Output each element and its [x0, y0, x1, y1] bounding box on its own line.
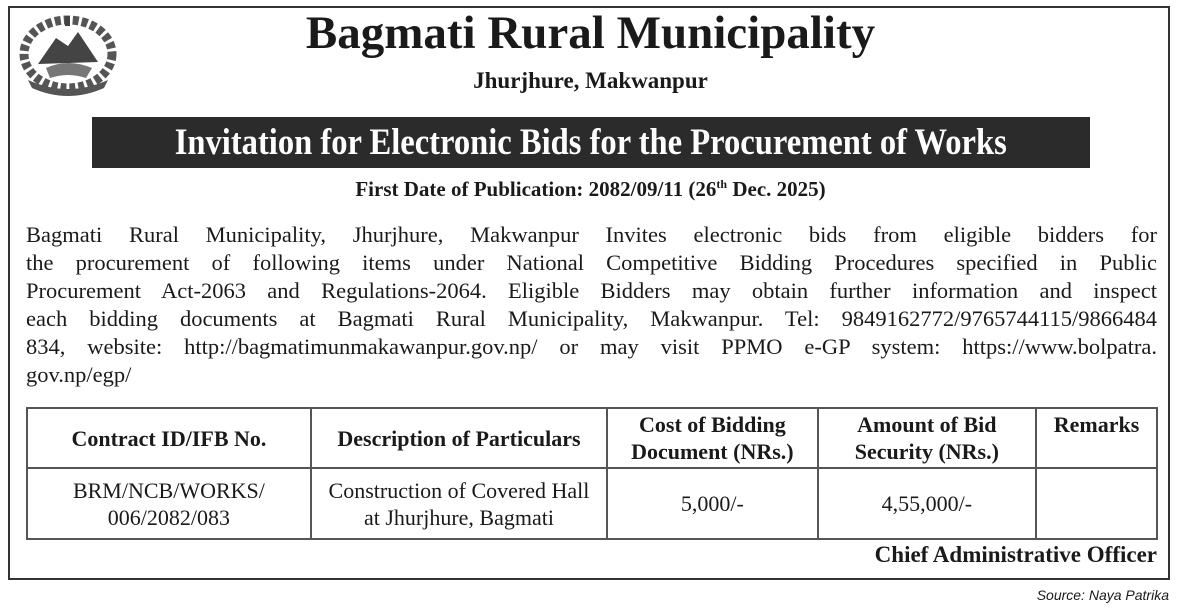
header-contract-id: Contract ID/IFB No.	[27, 408, 311, 468]
notice-banner	[92, 117, 1090, 168]
page-title: Bagmati Rural Municipality	[305, 7, 876, 59]
signature: Chief Administrative Officer	[874, 542, 1157, 567]
body-line: gov.np/egp/	[26, 362, 132, 387]
table-row	[27, 468, 1157, 539]
cell-description: Construction of Covered Hall at Jhurjhure, Bagmati	[311, 468, 607, 539]
publication-date-tail: Dec. 2025)	[727, 177, 826, 201]
table-header-row	[27, 408, 1157, 468]
cell-remarks	[1036, 468, 1157, 539]
cell-cost: 5,000/-	[607, 468, 818, 539]
header-description: Description of Particulars	[311, 408, 607, 468]
banner-text: Invitation for Electronic Bids for the Procurement of Works	[174, 122, 1008, 163]
cell-bid-security: 4,55,000/-	[818, 468, 1036, 539]
header-remarks: Remarks	[1036, 408, 1157, 468]
body-line: Bagmati Rural Municipality, Jhurjhure, Makwanpur Invites electronic bids from eligible bidders for	[26, 222, 1157, 247]
cell-contract-id: BRM/NCB/WORKS/ 006/2082/083	[27, 468, 311, 539]
body-line: each bidding documents at Bagmati Rural Municipality, Makwanpur. Tel: 9849162772/9765744115/9866484	[26, 306, 1157, 331]
body-line: the procurement of following items under National Competitive Bidding Procedures specified in Public	[26, 250, 1157, 275]
source-credit: Source: Naya Patrika	[1036, 587, 1169, 603]
publication-date-label: First Date of Publication: 2082/09/11 (26	[355, 177, 717, 201]
header-cost: Cost of Bidding Document (NRs.)	[607, 408, 818, 468]
subtitle: Jhurjhure, Makwanpur	[473, 68, 708, 93]
body-line: Procurement Act-2063 and Regulations-2064. Eligible Bidders may obtain further information and inspect	[26, 278, 1157, 303]
bid-table	[26, 407, 1158, 540]
publication-date	[0, 177, 1181, 202]
body-line: 834, website: http://bagmatimunmakawanpur.gov.np/ or may visit PPMO e-GP system: https://www.bolpatra.	[26, 334, 1157, 359]
header-bid-security: Amount of Bid Security (NRs.)	[818, 408, 1036, 468]
notice-body	[26, 221, 1157, 389]
publication-date-sup: th	[716, 177, 728, 191]
